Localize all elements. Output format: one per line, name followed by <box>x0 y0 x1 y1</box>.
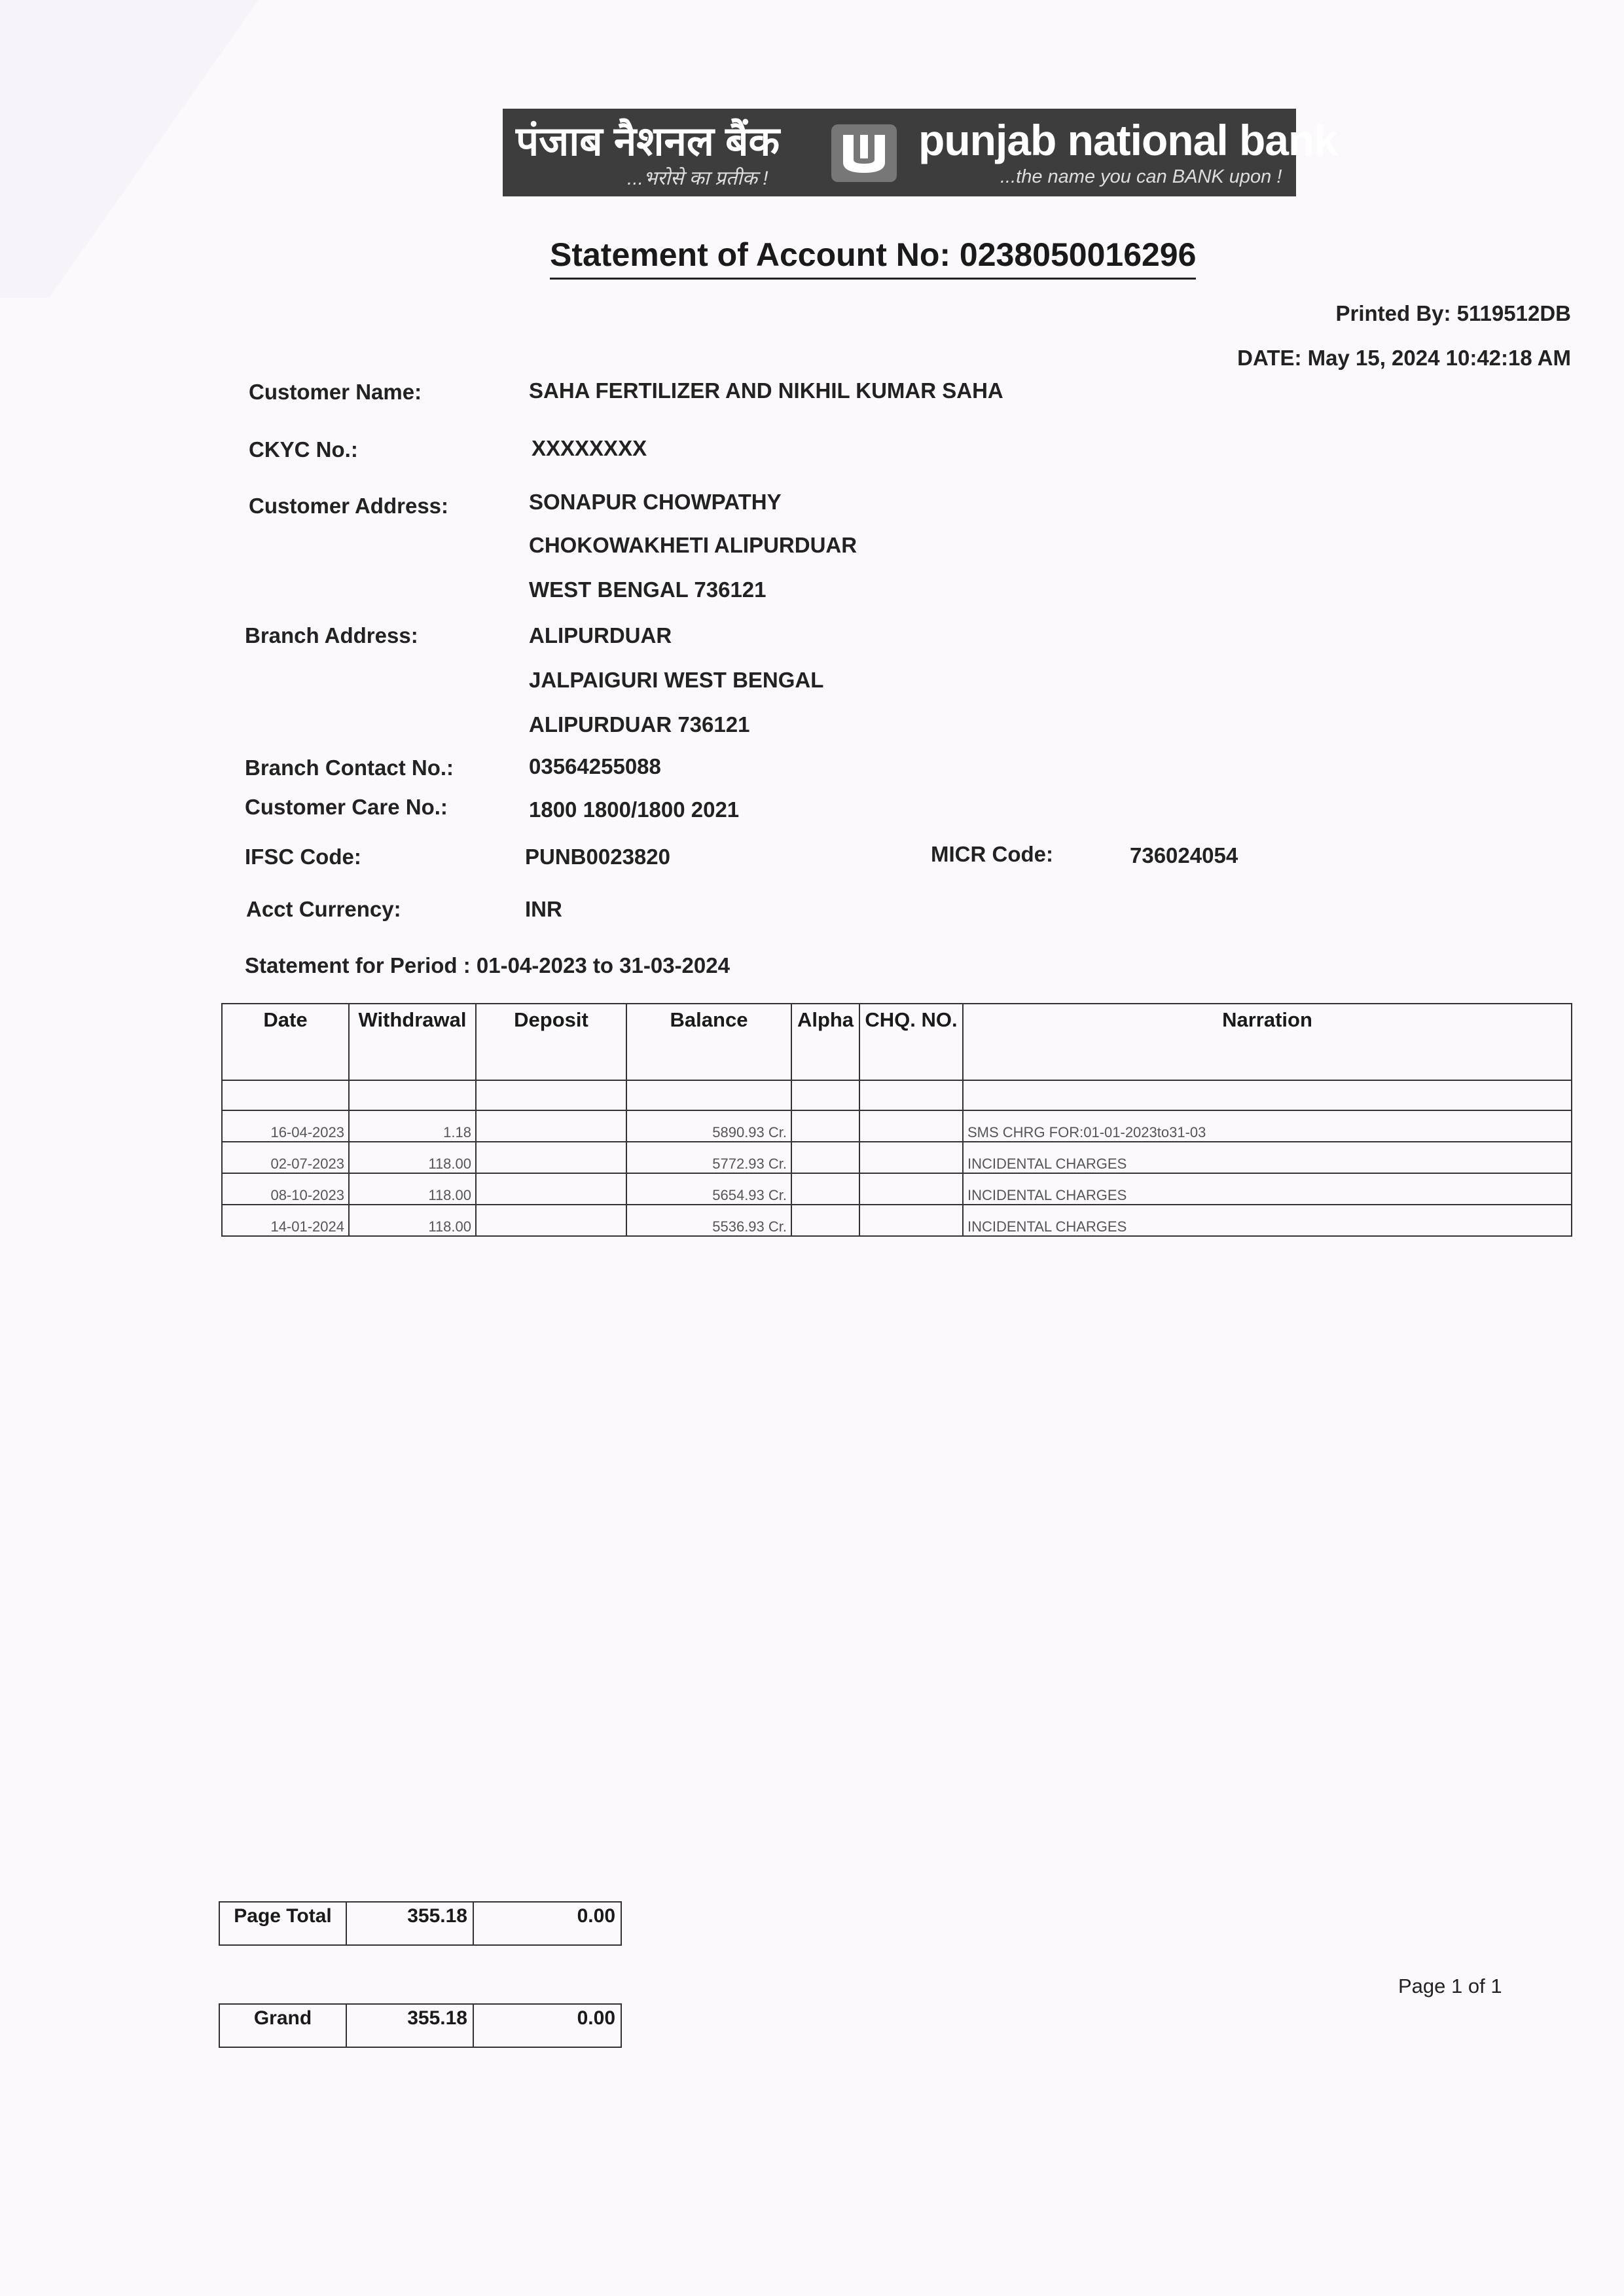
cell-date: 16-04-2023 <box>222 1110 349 1142</box>
transactions-table <box>221 1003 1572 1237</box>
cell-date: 02-07-2023 <box>222 1142 349 1173</box>
ifsc-label: IFSC Code: <box>245 845 361 869</box>
grand-total-withdrawal: 355.18 <box>346 2004 473 2047</box>
ifsc-value: PUNB0023820 <box>525 845 670 869</box>
micr-value: 736024054 <box>1130 843 1238 867</box>
printed-by: Printed By: 5119512DB <box>1335 301 1571 325</box>
cell-narration: INCIDENTAL CHARGES <box>963 1173 1572 1205</box>
grand-total-label: Grand <box>219 2004 346 2047</box>
currency-value: INR <box>525 897 562 921</box>
bank-name-hindi: पंजाब नैशनल बैंक <box>516 119 780 164</box>
header-chq-no: CHQ. NO. <box>859 1004 963 1080</box>
table-row <box>222 1173 1572 1205</box>
cell-chq <box>859 1110 963 1142</box>
table-header-row <box>222 1004 1572 1080</box>
ckyc-label: CKYC No.: <box>249 437 358 462</box>
cell-balance: 5772.93 Cr. <box>626 1142 791 1173</box>
page-total-withdrawal: 355.18 <box>346 1902 473 1945</box>
cell-chq <box>859 1205 963 1236</box>
grand-total-table <box>219 2003 622 2048</box>
branch-address-line: JALPAIGURI WEST BENGAL <box>529 668 824 692</box>
grand-total-row <box>219 2004 621 2047</box>
cell-balance: 5890.93 Cr. <box>626 1110 791 1142</box>
cell-balance: 5536.93 Cr. <box>626 1205 791 1236</box>
pnb-emblem-icon <box>829 122 899 185</box>
bank-tagline-english: ...the name you can BANK upon ! <box>1000 166 1282 187</box>
cell-deposit <box>476 1110 626 1142</box>
cell-deposit <box>476 1205 626 1236</box>
currency-label: Acct Currency: <box>246 897 401 921</box>
customer-address-line: CHOKOWAKHETI ALIPURDUAR <box>529 533 857 557</box>
cell-withdrawal: 1.18 <box>349 1110 476 1142</box>
branch-contact-value: 03564255088 <box>529 754 661 778</box>
cell-alpha <box>791 1142 859 1173</box>
table-spacer-row <box>222 1080 1572 1110</box>
cell-narration: SMS CHRG FOR:01-01-2023to31-03 <box>963 1110 1572 1142</box>
table-row <box>222 1142 1572 1173</box>
cell-date: 14-01-2024 <box>222 1205 349 1236</box>
page-number: Page 1 of 1 <box>1398 1975 1502 1997</box>
customer-care-label: Customer Care No.: <box>245 795 448 819</box>
page-total-deposit: 0.00 <box>473 1902 621 1945</box>
cell-balance: 5654.93 Cr. <box>626 1173 791 1205</box>
ckyc-value: XXXXXXXX <box>532 436 647 460</box>
customer-address-line: SONAPUR CHOWPATHY <box>529 490 782 514</box>
header-balance: Balance <box>626 1004 791 1080</box>
table-row <box>222 1205 1572 1236</box>
page-total-table <box>219 1901 622 1946</box>
branch-address-line: ALIPURDUAR 736121 <box>529 712 750 737</box>
cell-deposit <box>476 1173 626 1205</box>
page-total-row <box>219 1902 621 1945</box>
micr-label: MICR Code: <box>931 842 1053 866</box>
cell-alpha <box>791 1110 859 1142</box>
cell-withdrawal: 118.00 <box>349 1205 476 1236</box>
statement-title: Statement of Account No: 0238050016296 <box>550 236 1196 280</box>
statement-period: Statement for Period : 01-04-2023 to 31-03-2024 <box>245 953 730 977</box>
cell-alpha <box>791 1205 859 1236</box>
customer-address-line: WEST BENGAL 736121 <box>529 577 767 602</box>
grand-total-deposit: 0.00 <box>473 2004 621 2047</box>
customer-address-label: Customer Address: <box>249 494 449 518</box>
bank-logo-banner <box>503 109 1338 196</box>
branch-address-label: Branch Address: <box>245 623 418 647</box>
header-deposit: Deposit <box>476 1004 626 1080</box>
customer-name: SAHA FERTILIZER AND NIKHIL KUMAR SAHA <box>529 378 1003 403</box>
page-total-label: Page Total <box>219 1902 346 1945</box>
cell-narration: INCIDENTAL CHARGES <box>963 1205 1572 1236</box>
branch-contact-label: Branch Contact No.: <box>245 756 454 780</box>
print-date: DATE: May 15, 2024 10:42:18 AM <box>1237 346 1571 370</box>
cell-narration: INCIDENTAL CHARGES <box>963 1142 1572 1173</box>
header-alpha: Alpha <box>791 1004 859 1080</box>
cell-alpha <box>791 1173 859 1205</box>
cell-withdrawal: 118.00 <box>349 1173 476 1205</box>
bank-tagline-hindi: ...भरोसे का प्रतीक ! <box>627 168 768 189</box>
bank-name-english: punjab national bank <box>918 116 1338 164</box>
customer-name-label: Customer Name: <box>249 380 422 404</box>
header-date: Date <box>222 1004 349 1080</box>
cell-deposit <box>476 1142 626 1173</box>
cell-withdrawal: 118.00 <box>349 1142 476 1173</box>
header-withdrawal: Withdrawal <box>349 1004 476 1080</box>
cell-chq <box>859 1142 963 1173</box>
cell-chq <box>859 1173 963 1205</box>
header-narration: Narration <box>963 1004 1572 1080</box>
branch-address-line: ALIPURDUAR <box>529 623 672 647</box>
table-row <box>222 1110 1572 1142</box>
cell-date: 08-10-2023 <box>222 1173 349 1205</box>
customer-care-value: 1800 1800/1800 2021 <box>529 797 740 822</box>
